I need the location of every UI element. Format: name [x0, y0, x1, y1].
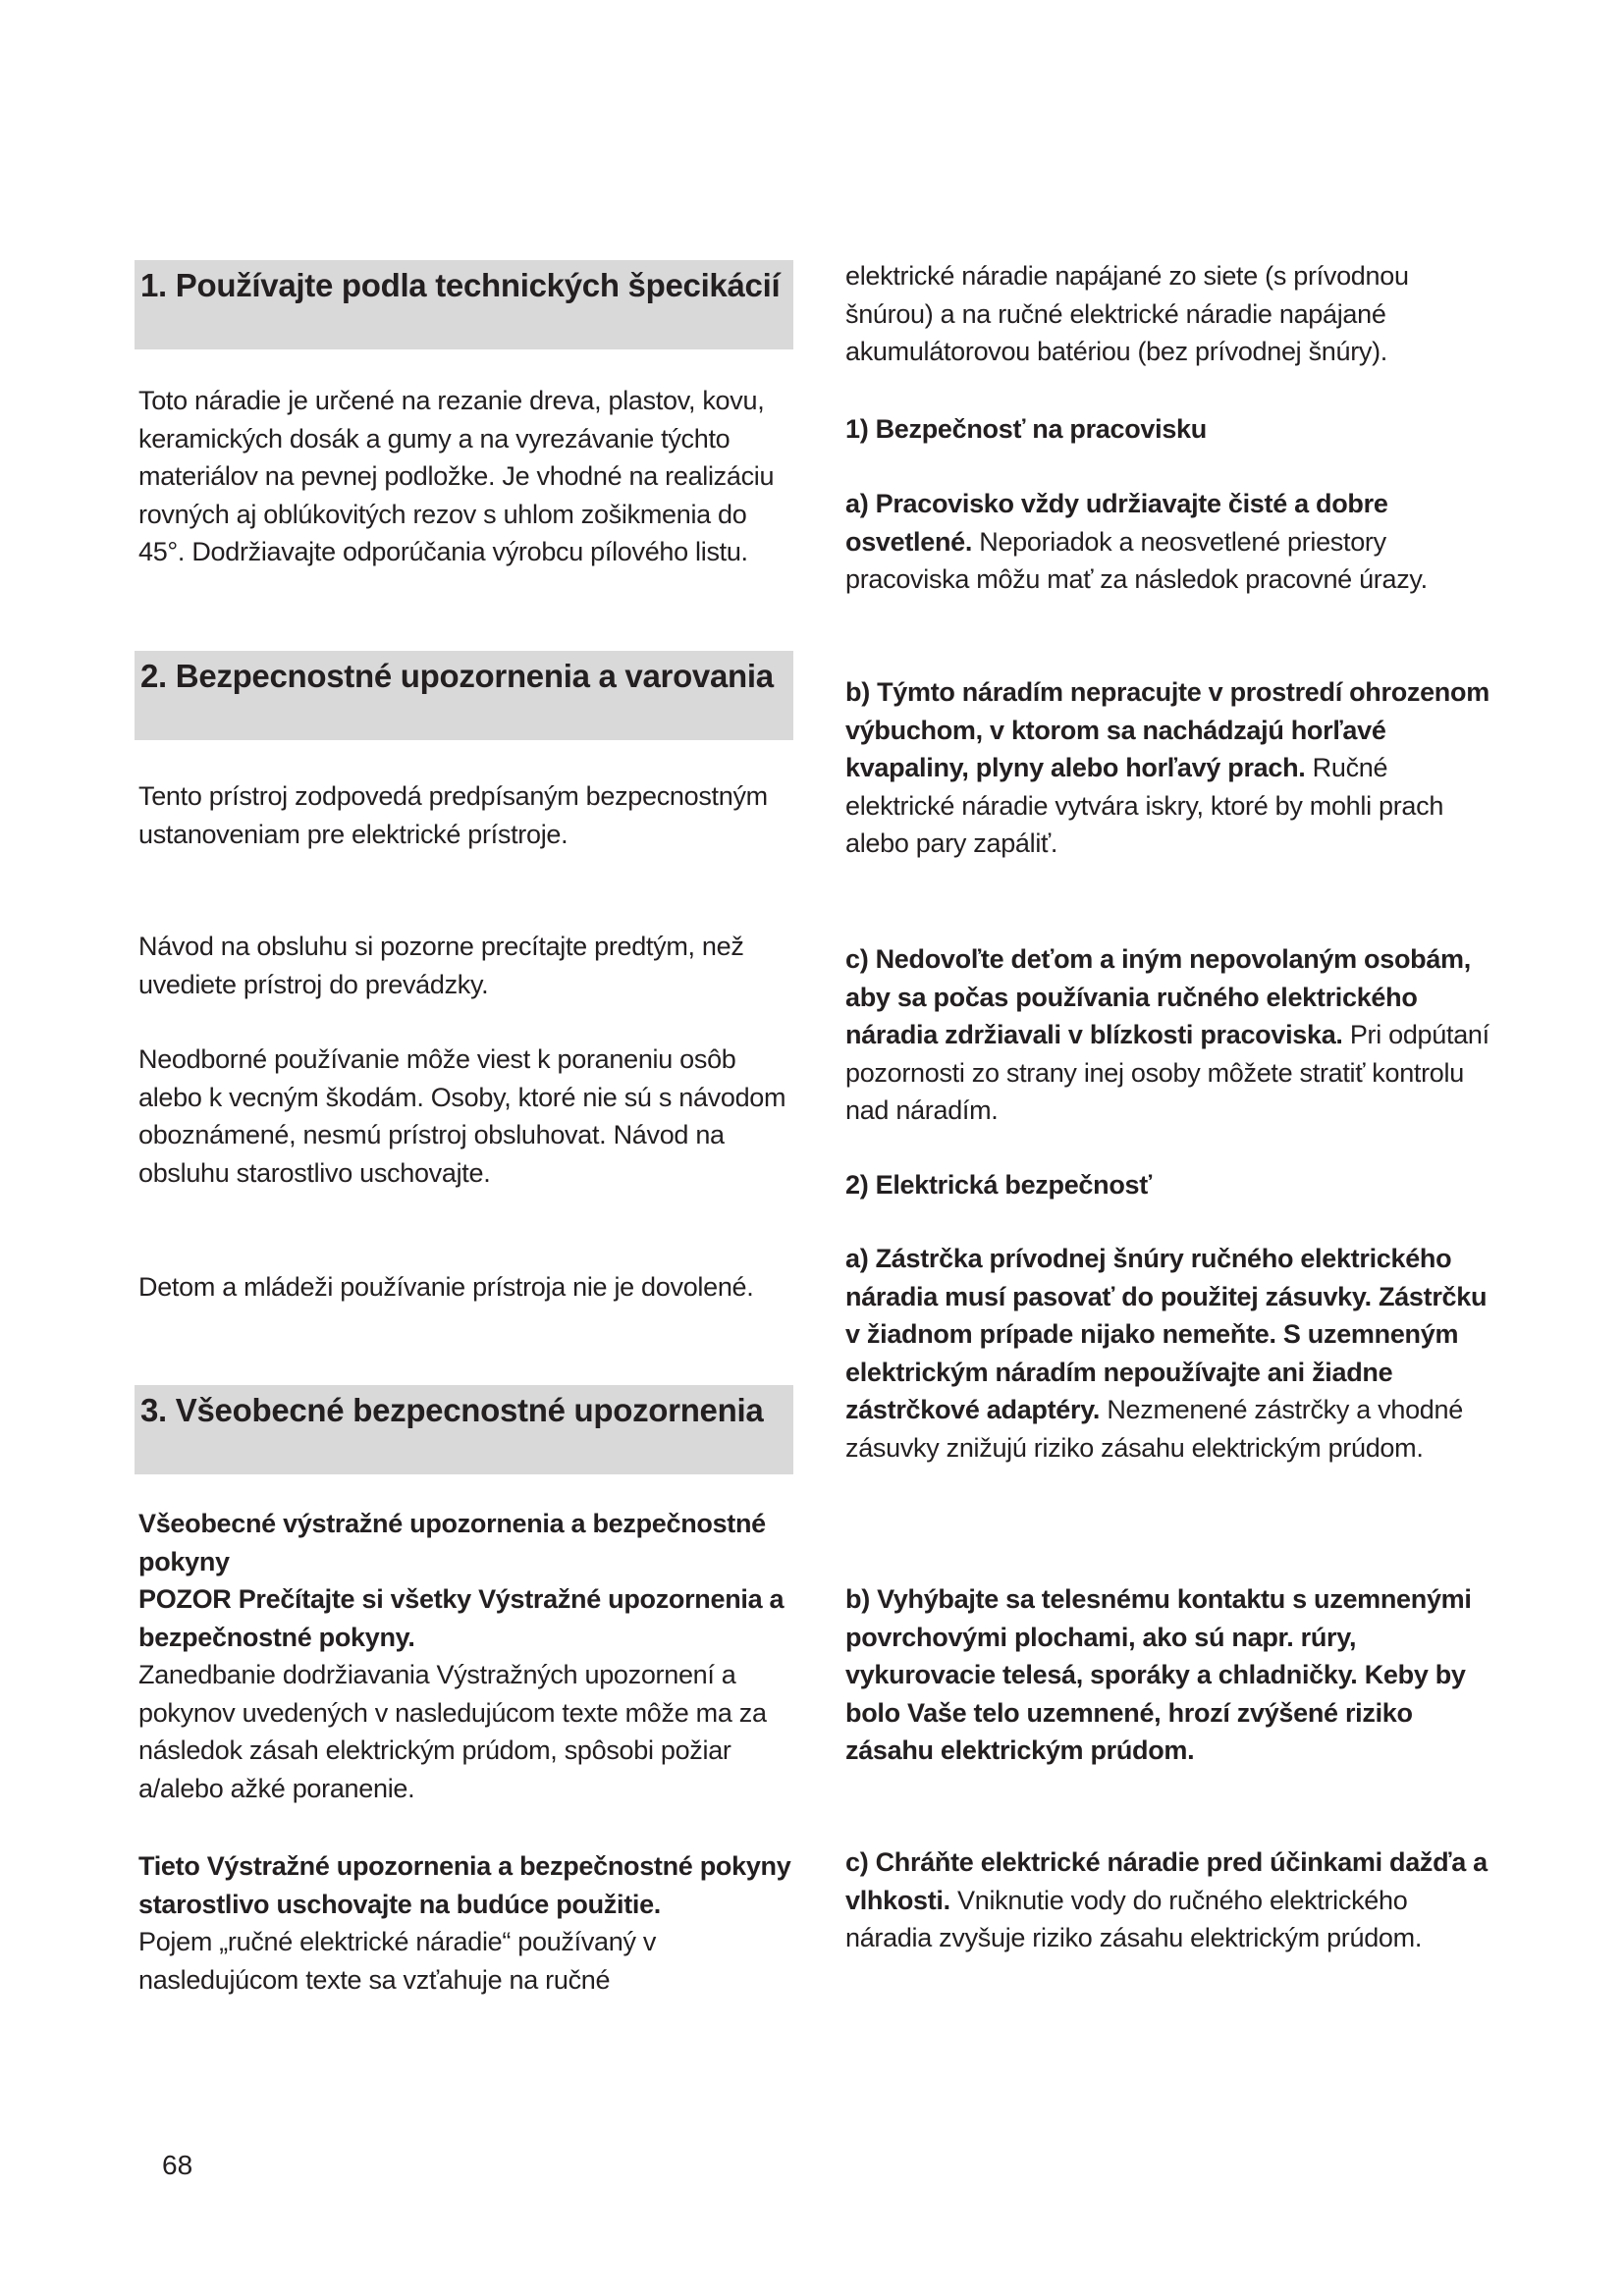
general-warnings-block — [138, 1505, 794, 1807]
item-text: Nezmenené zástrčky a vhodné zásuvky znižujú riziko zásahu elektrickým prúdom. — [845, 1395, 1463, 1463]
paragraph-safety-regulations: Tento prístroj zodpovedá predpísaným bezpecnostným ustanoveniam pre elektrické prístroje. — [138, 781, 768, 849]
item-bold: b) Vyhýbajte sa telesnému kontaktu s uzemnenými povrchovými plochami, ako sú napr. rúry, vykurovacie telesá, sporáky a chladničky. Keby by bolo Vaše telo uzemnené, hrozí zvýšené riziko zásahu elektrickým prúdom. — [845, 1584, 1472, 1765]
item-electrical-c — [845, 1843, 1493, 1957]
item-text: Neporiadok a neosvetlené priestory pracoviska môžu mať za následok pracovné úrazy. — [845, 526, 1428, 594]
heading-2: 2. Bezpecnostné upozornenia a varovania — [135, 651, 793, 740]
paragraph-term-definition: Pojem „ručné elektrické náradie“ používaný v nasledujúcom texte sa vzťahuje na ručné — [138, 1927, 657, 1995]
section-title: 1) Bezpečnosť na pracovisku — [845, 414, 1207, 444]
item-bold: a) Pracovisko vždy udržiavajte čisté a dobre osvetlené. — [845, 489, 1388, 557]
item-workplace-c — [845, 940, 1493, 1130]
item-text: Ručné elektrické náradie vytvára iskry, ktoré by mohli prach alebo pary zapáliť. — [845, 753, 1444, 858]
item-bold: a) Zástrčka prívodnej šnúry ručného elektrického náradia musí pasovať do použitej zásuvky. Zástrčku v žiadnom prípade nijako nemeňte. S uzemneným elektrickým náradím nepoužívajte ani žiadne zástrčkové adaptéry. — [845, 1244, 1488, 1424]
section-workplace-safety — [845, 410, 1493, 449]
item-bold: b) Týmto náradím nepracujte v prostredí ohrozenom výbuchom, v ktorom sa nachádzajú horľavé kvapaliny, plyny alebo horľavý prach. — [845, 677, 1489, 782]
item-workplace-b — [845, 673, 1493, 863]
keep-warnings-block — [138, 1847, 794, 1999]
item-bold: c) Nedovoľte deťom a iným nepovolaným osobám, aby sa počas používania ručného elektrického náradia zdržiavali v blízkosti pracoviska. — [845, 944, 1471, 1049]
item-bold: c) Chráňte elektrické náradie pred účinkami dažďa a vlhkosti. — [845, 1847, 1488, 1915]
paragraph-intended-use: Toto náradie je určené na rezanie dreva, plastov, kovu, keramických dosák a gumy a na vyrezávanie týchto materiálov na pevnej podložke. Je vhodné na realizáciu rovných aj oblúkovitých rezov s uhlom zošikmenia do 45°. Dodržiavajte odporúčania výrobcu pílového listu. — [138, 386, 775, 566]
item-text: Vniknutie vody do ručného elektrického náradia zvyšuje riziko zásahu elektrickým prúdom. — [845, 1885, 1423, 1952]
section-title: 2) Elektrická bezpečnosť — [845, 1170, 1152, 1200]
paragraph-children: Detom a mládeži používanie prístroja nie je dovolené. — [138, 1272, 754, 1302]
heading-3: 3. Všeobecné bezpecnostné upozornenia — [135, 1385, 793, 1474]
paragraph-read-manual: Návod na obsluhu si pozorne precítajte predtým, než uvediete prístroj do prevádzky. — [138, 932, 744, 999]
item-text: Pri odpútaní pozornosti zo strany inej osoby môžete stratiť kontrolu nad náradím. — [845, 1020, 1489, 1125]
section-electrical-safety — [845, 1166, 1493, 1204]
paragraph-neglect: Zanedbanie dodržiavania Výstražných upozornení a pokynov uvedených v nasledujúcom texte môže ma za následok zásah elektrickým prúdom, spôsobi požiar a/alebo ažké poranenie. — [138, 1660, 767, 1803]
paragraph-improper-use: Neodborné používanie môže viest k poraneniu osôb alebo k vecným škodám. Osoby, ktoré nie sú s návodom oboznámené, nesmú prístroj obsluhovat. Návod na obsluhu starostlivo uschovajte. — [138, 1044, 786, 1188]
paragraph-term-continued: elektrické náradie napájané zo siete (s prívodnou šnúrou) a na ručné elektrické náradie napájané akumulátorovou batériou (bez prívodnej šnúry). — [845, 261, 1409, 366]
general-warnings-title: Všeobecné výstražné upozornenia a bezpečnostné pokyny — [138, 1509, 766, 1576]
item-electrical-b — [845, 1580, 1493, 1770]
page-number: 68 — [162, 2150, 193, 2180]
item-workplace-a — [845, 485, 1493, 599]
keep-warnings-title: Tieto Výstražné upozornenia a bezpečnostné pokyny starostlivo uschovajte na budúce použitie. — [138, 1851, 791, 1919]
heading-1: 1. Používajte podla technických špecikácií — [135, 260, 793, 349]
attention-warning: POZOR Prečítajte si všetky Výstražné upozornenia a bezpečnostné pokyny. — [138, 1584, 785, 1652]
item-electrical-a — [845, 1240, 1493, 1467]
